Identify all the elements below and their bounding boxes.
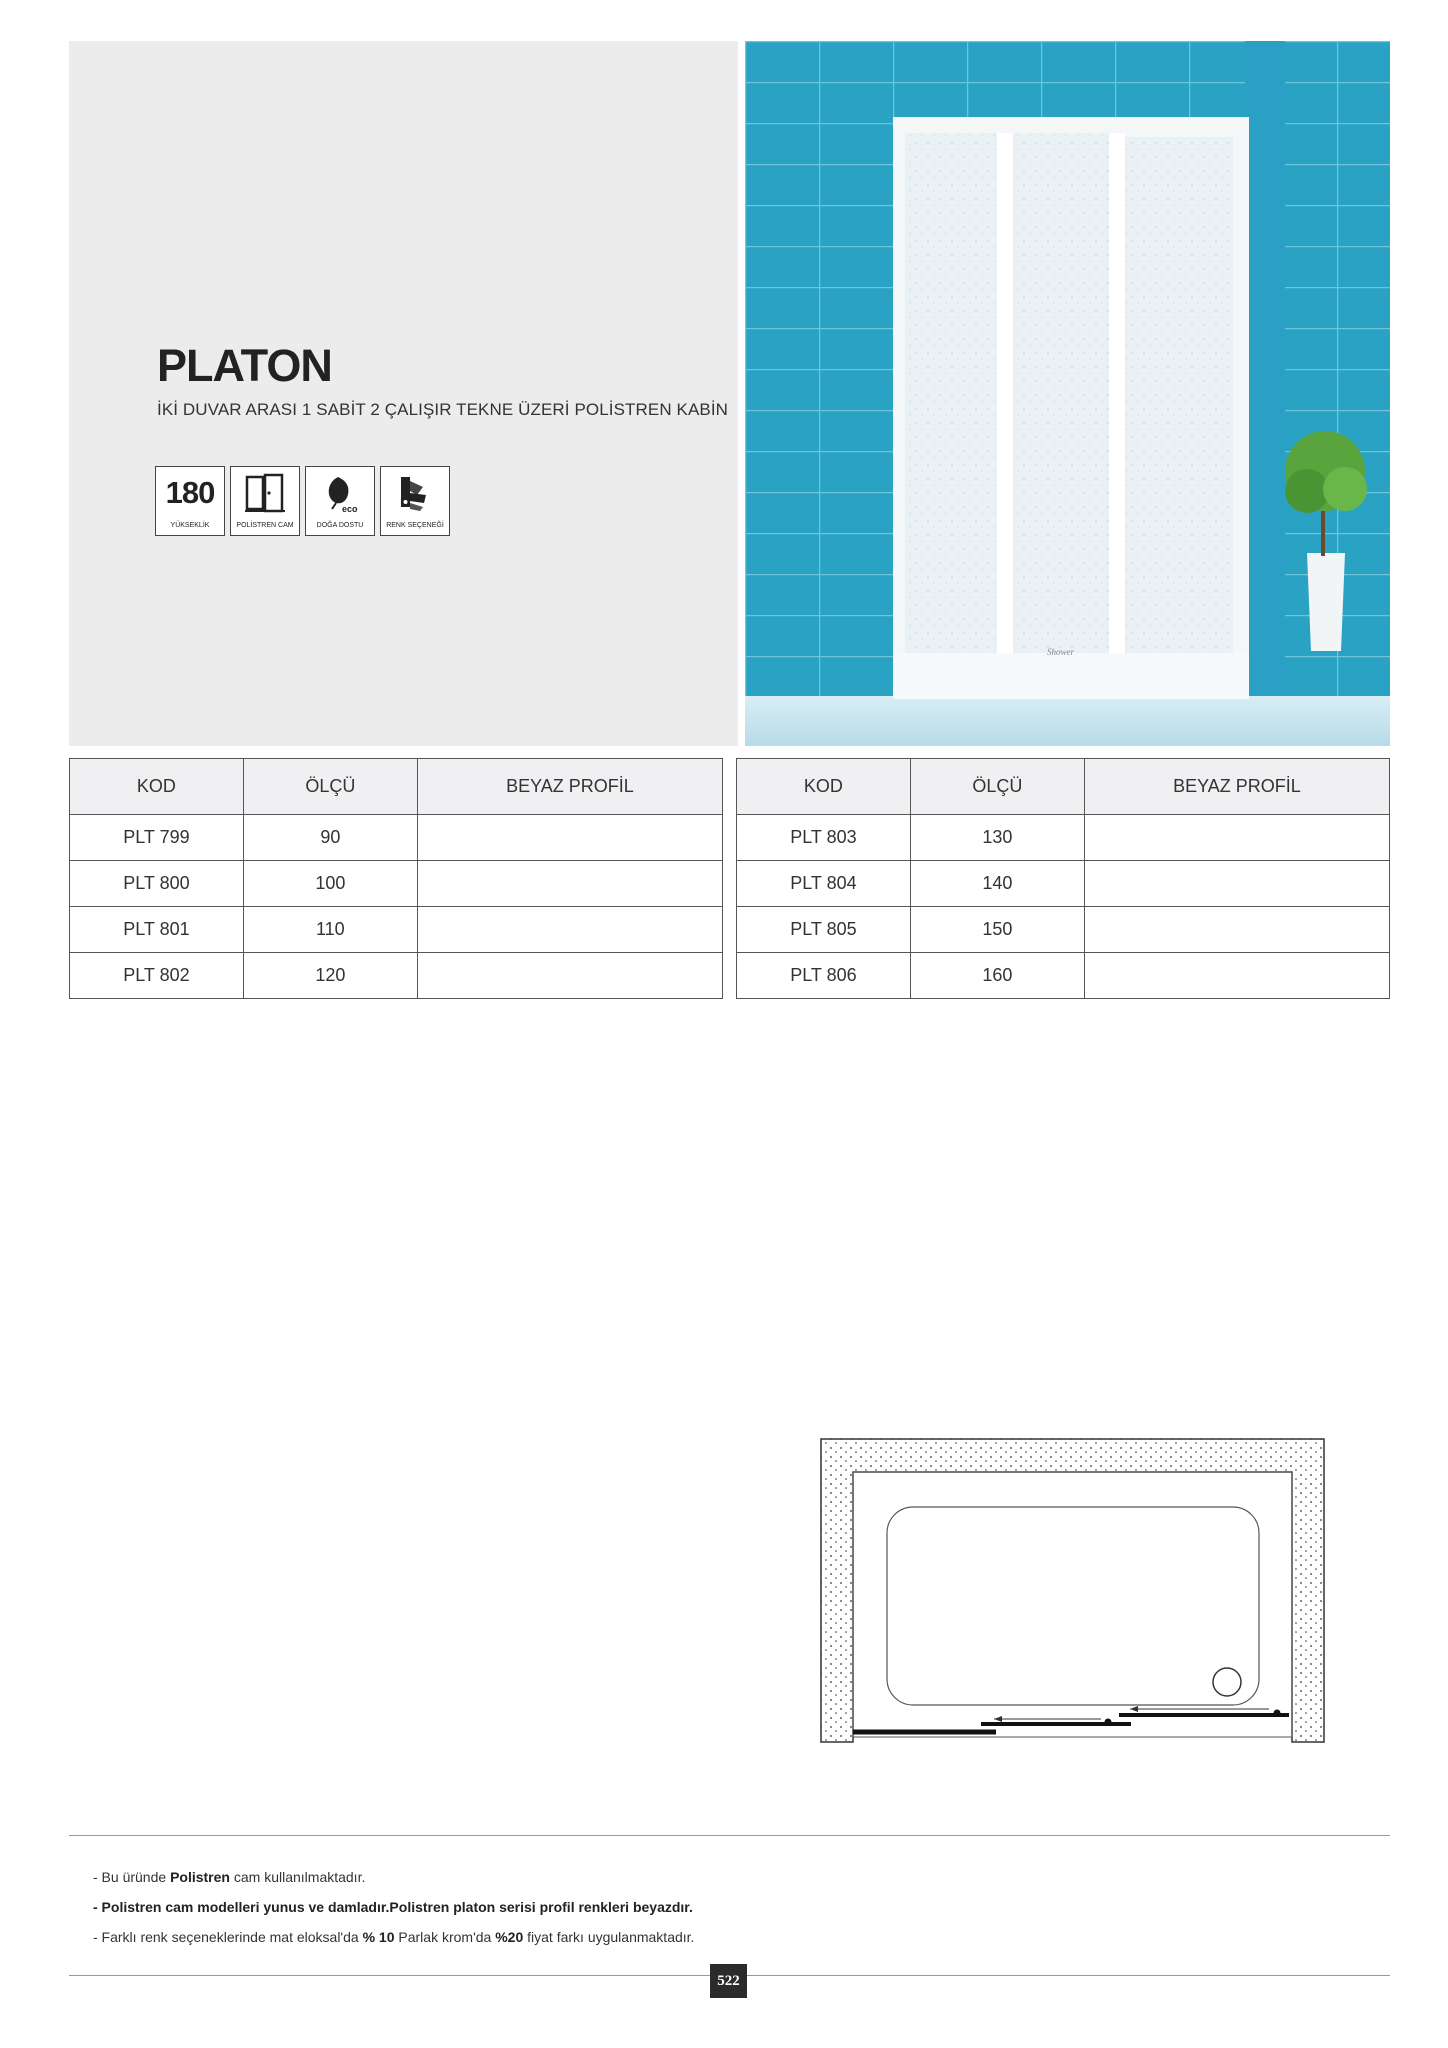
profile-cell [417, 861, 722, 907]
code-cell: PLT 801 [70, 907, 244, 953]
size-cell: 90 [243, 815, 417, 861]
note-1 [93, 1862, 694, 1892]
feature-icons [155, 466, 450, 536]
height-icon: 180 [165, 475, 215, 510]
size-table-right [736, 758, 1390, 999]
column-header-olcu: ÖLÇÜ [910, 759, 1084, 815]
product-title: PLATON [157, 340, 332, 391]
table-row [70, 953, 723, 999]
column-header-olcu: ÖLÇÜ [243, 759, 417, 815]
table-row [70, 815, 723, 861]
hero-panel [69, 41, 738, 746]
code-cell: PLT 800 [70, 861, 244, 907]
column-header-kod: KOD [737, 759, 911, 815]
size-cell: 160 [910, 953, 1084, 999]
svg-text:Shower: Shower [1047, 647, 1074, 657]
code-cell: PLT 805 [737, 907, 911, 953]
profile-cell [1084, 953, 1389, 999]
table-row [737, 953, 1390, 999]
table-row [70, 861, 723, 907]
product-photo [745, 41, 1390, 746]
code-cell: PLT 806 [737, 953, 911, 999]
size-cell: 100 [243, 861, 417, 907]
floor-plan-diagram [819, 1437, 1326, 1746]
color-swatch-icon [381, 471, 449, 515]
feature-caption: DOĞA DOSTU [316, 522, 364, 529]
note-text: Parlak krom'da [394, 1929, 496, 1945]
feature-color [380, 466, 450, 536]
product-subtitle: İKİ DUVAR ARASI 1 SABİT 2 ÇALIŞIR TEKNE ÜZERİ POLİSTREN KABİN [157, 400, 729, 419]
table-row [737, 907, 1390, 953]
feature-eco [305, 466, 375, 536]
note-text: fiyat farkı uygulanmaktadır. [523, 1929, 695, 1945]
page-number: 522 [710, 1964, 747, 1998]
table-row [737, 861, 1390, 907]
note-text: - Farklı renk seçeneklerinde mat eloksal'da [93, 1929, 363, 1945]
profile-cell [417, 815, 722, 861]
profile-cell [1084, 861, 1389, 907]
note-3 [93, 1922, 694, 1952]
feature-polistren-cam [230, 466, 300, 536]
feature-caption: YÜKSEKLİK [170, 522, 210, 529]
feature-caption: RENK SEÇENEĞİ [386, 522, 444, 529]
code-cell: PLT 803 [737, 815, 911, 861]
note-2 [93, 1892, 694, 1922]
product-notes [93, 1862, 694, 1952]
door-panels-icon [231, 471, 299, 515]
profile-cell [417, 953, 722, 999]
profile-cell [1084, 907, 1389, 953]
size-cell: 150 [910, 907, 1084, 953]
column-header-profil: BEYAZ PROFİL [1084, 759, 1389, 815]
feature-height [155, 466, 225, 536]
column-header-kod: KOD [70, 759, 244, 815]
size-cell: 110 [243, 907, 417, 953]
table-row [70, 907, 723, 953]
column-header-profil: BEYAZ PROFİL [417, 759, 722, 815]
divider-top [69, 1835, 1390, 1836]
eco-leaf-icon [306, 471, 374, 515]
size-cell: 140 [910, 861, 1084, 907]
size-cell: 120 [243, 953, 417, 999]
code-cell: PLT 799 [70, 815, 244, 861]
svg-text:eco: eco [342, 504, 358, 514]
note-text: - Bu üründe [93, 1869, 171, 1885]
size-cell: 130 [910, 815, 1084, 861]
profile-cell [417, 907, 722, 953]
code-cell: PLT 804 [737, 861, 911, 907]
note-bold: - Polistren cam modelleri yunus ve damladır.Polistren platon serisi profil renkleri beyazdır. [93, 1899, 693, 1915]
profile-cell [1084, 815, 1389, 861]
note-bold: % 10 [362, 1929, 395, 1945]
note-bold: %20 [495, 1929, 524, 1945]
size-table-left [69, 758, 723, 999]
code-cell: PLT 802 [70, 953, 244, 999]
feature-caption: POLİSTREN CAM [236, 522, 294, 529]
note-text: cam kullanılmaktadır. [229, 1869, 366, 1885]
note-bold: Polistren [170, 1869, 230, 1885]
table-row [737, 815, 1390, 861]
